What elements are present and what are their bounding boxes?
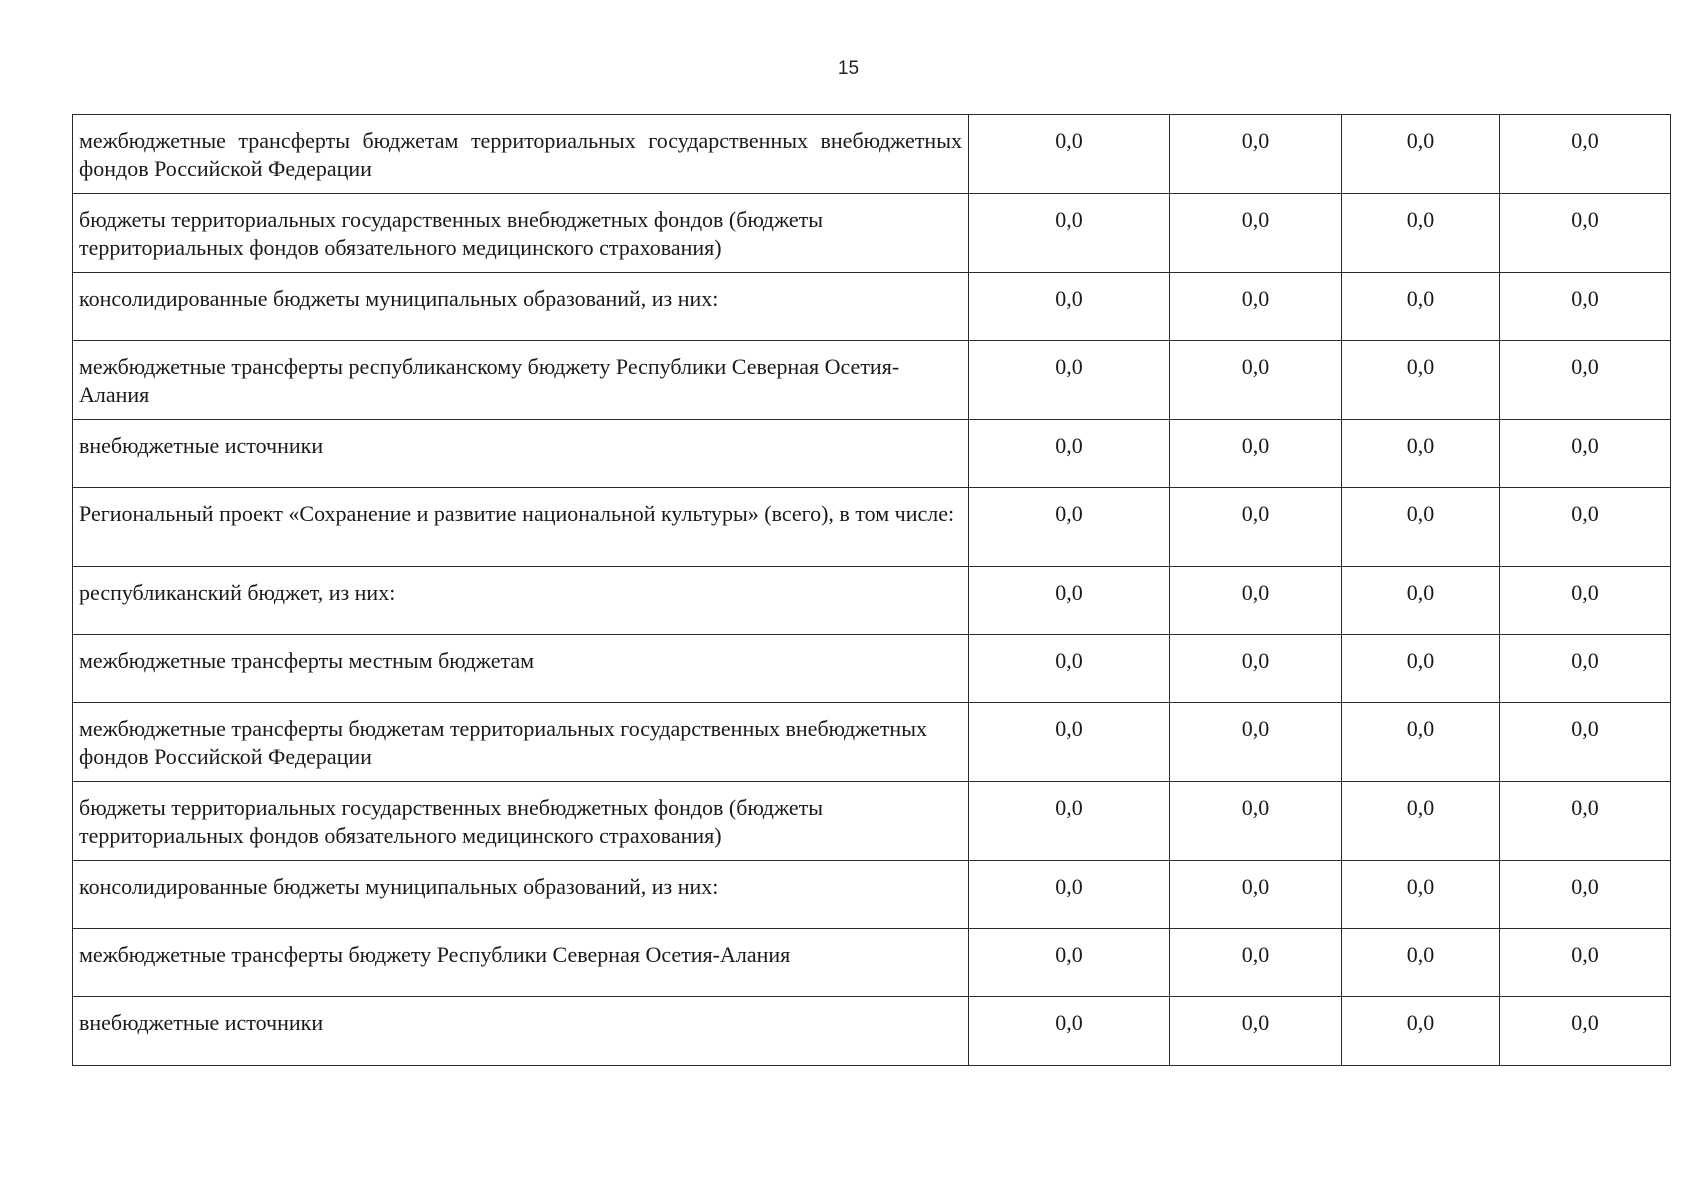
table-row [73,115,1671,194]
value-cell: 0,0 [1342,861,1500,929]
value-cell: 0,0 [1500,782,1671,861]
value-cell: 0,0 [1170,273,1342,341]
value-cell: 0,0 [969,341,1170,420]
value-cell: 0,0 [1342,782,1500,861]
value-cell: 0,0 [1170,997,1342,1066]
row-label: межбюджетные трансферты бюджету Республики Северная Осетия-Алания [73,929,969,997]
table-row [73,997,1671,1066]
value-cell: 0,0 [969,703,1170,782]
value-cell: 0,0 [1170,420,1342,488]
value-cell: 0,0 [1170,635,1342,703]
value-cell: 0,0 [1170,567,1342,635]
table-row [73,488,1671,567]
row-label: межбюджетные трансферты республиканскому бюджету Республики Северная Осетия-Алания [73,341,969,420]
value-cell: 0,0 [1500,194,1671,273]
table-row [73,929,1671,997]
value-cell: 0,0 [969,115,1170,194]
value-cell: 0,0 [969,782,1170,861]
row-label: межбюджетные трансферты бюджетам территориальных государственных внебюджетных фондов Российской Федерации [73,703,969,782]
table-row [73,703,1671,782]
value-cell: 0,0 [1500,273,1671,341]
table-row [73,567,1671,635]
row-label: консолидированные бюджеты муниципальных образований, из них: [73,273,969,341]
value-cell: 0,0 [1170,861,1342,929]
value-cell: 0,0 [969,861,1170,929]
value-cell: 0,0 [1342,273,1500,341]
page-number: 15 [837,58,860,79]
value-cell: 0,0 [1342,929,1500,997]
value-cell: 0,0 [969,194,1170,273]
value-cell: 0,0 [969,273,1170,341]
table-row [73,635,1671,703]
value-cell: 0,0 [969,567,1170,635]
value-cell: 0,0 [1342,567,1500,635]
value-cell: 0,0 [1500,567,1671,635]
value-cell: 0,0 [1170,194,1342,273]
table-row [73,861,1671,929]
row-label: внебюджетные источники [73,997,969,1066]
value-cell: 0,0 [1342,635,1500,703]
value-cell: 0,0 [969,635,1170,703]
value-cell: 0,0 [1170,929,1342,997]
value-cell: 0,0 [969,929,1170,997]
row-label: межбюджетные трансферты местным бюджетам [73,635,969,703]
value-cell: 0,0 [1500,929,1671,997]
row-label: внебюджетные источники [73,420,969,488]
value-cell: 0,0 [1170,488,1342,567]
value-cell: 0,0 [969,420,1170,488]
row-label: межбюджетные трансферты бюджетам территориальных государственных внебюджетных фондов Российской Федерации [73,115,969,194]
value-cell: 0,0 [1500,703,1671,782]
value-cell: 0,0 [1500,488,1671,567]
value-cell: 0,0 [1342,488,1500,567]
budget-table [72,114,1671,1066]
table-row [73,273,1671,341]
table-row [73,782,1671,861]
table-row [73,341,1671,420]
value-cell: 0,0 [1342,997,1500,1066]
table-row [73,420,1671,488]
value-cell: 0,0 [1342,194,1500,273]
value-cell: 0,0 [1170,115,1342,194]
value-cell: 0,0 [1500,341,1671,420]
value-cell: 0,0 [969,488,1170,567]
row-label: бюджеты территориальных государственных внебюджетных фондов (бюджеты территориальных фондов обязательного медицинского страхования) [73,782,969,861]
value-cell: 0,0 [1170,782,1342,861]
value-cell: 0,0 [1342,420,1500,488]
table-body [73,115,1671,1066]
table-row [73,194,1671,273]
row-label: республиканский бюджет, из них: [73,567,969,635]
value-cell: 0,0 [1500,861,1671,929]
value-cell: 0,0 [1342,341,1500,420]
value-cell: 0,0 [1500,997,1671,1066]
value-cell: 0,0 [969,997,1170,1066]
value-cell: 0,0 [1170,341,1342,420]
value-cell: 0,0 [1342,703,1500,782]
value-cell: 0,0 [1170,703,1342,782]
value-cell: 0,0 [1500,420,1671,488]
row-label: Региональный проект «Сохранение и развитие национальной культуры» (всего), в том числе: [73,488,969,567]
value-cell: 0,0 [1500,635,1671,703]
row-label: консолидированные бюджеты муниципальных образований, из них: [73,861,969,929]
value-cell: 0,0 [1342,115,1500,194]
row-label: бюджеты территориальных государственных внебюджетных фондов (бюджеты территориальных фондов обязательного медицинского страхования) [73,194,969,273]
value-cell: 0,0 [1500,115,1671,194]
